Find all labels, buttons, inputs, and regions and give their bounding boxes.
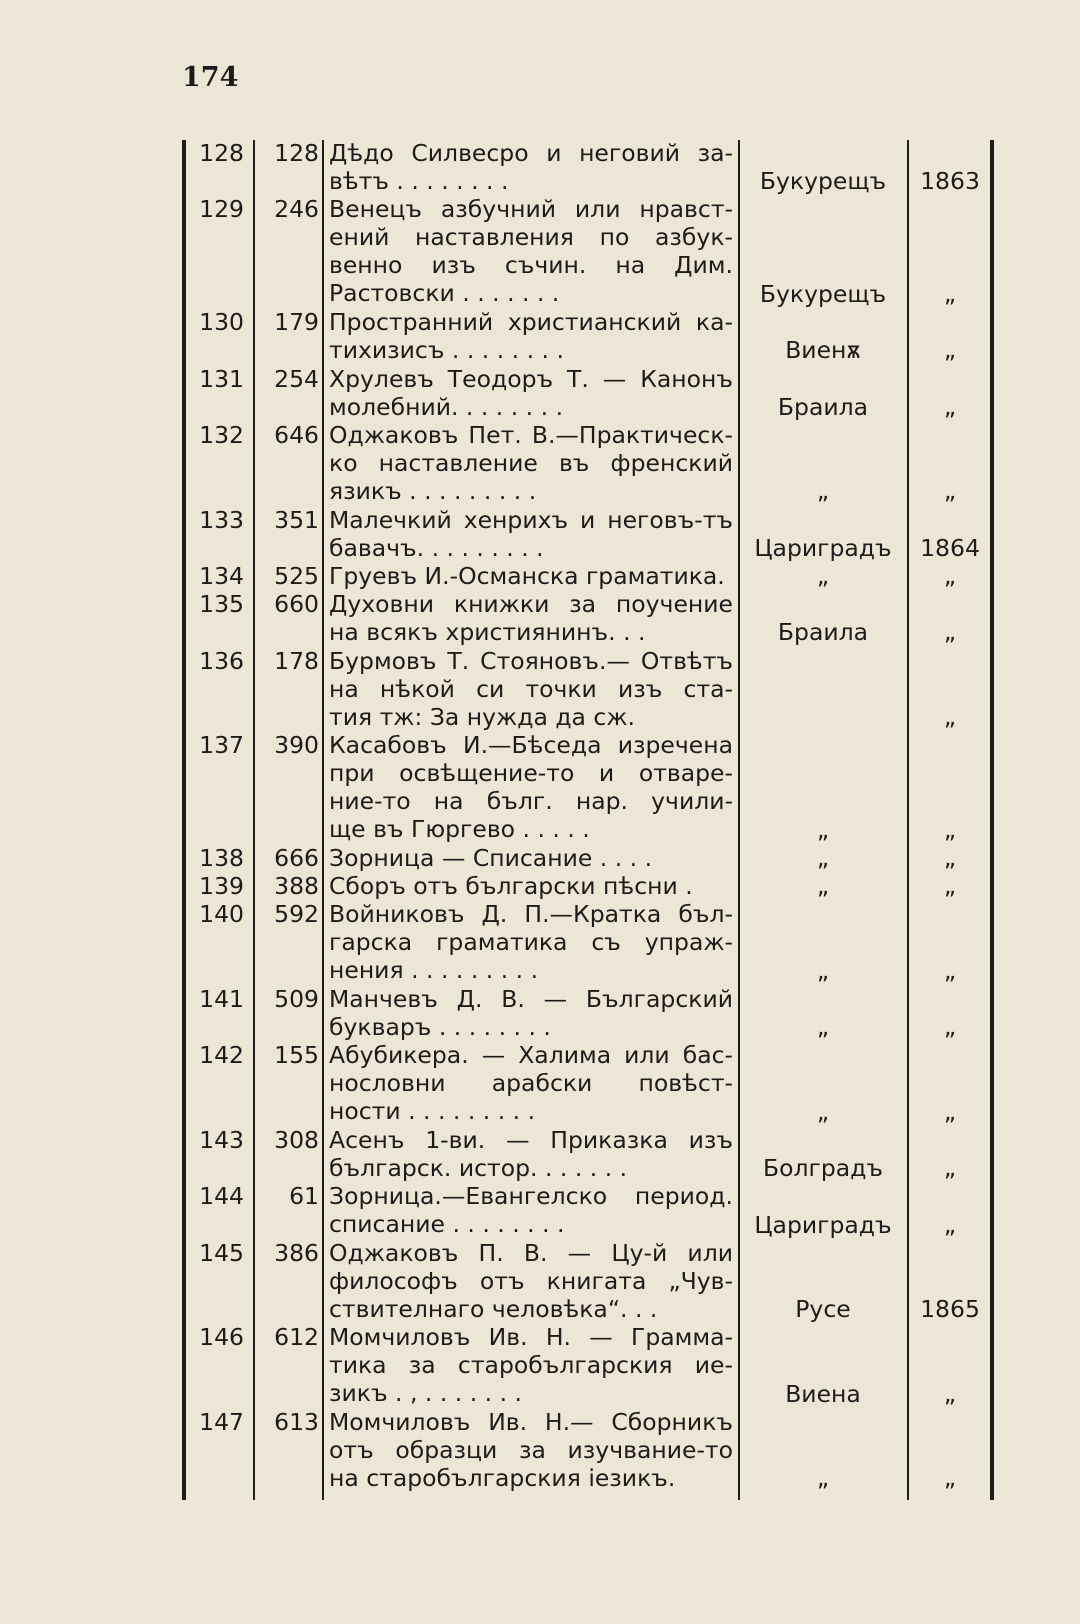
table-row: [0, 1323, 1080, 1408]
entry-number: 129: [199, 195, 244, 224]
title-line: българск. истор. . . . . . .: [329, 1154, 628, 1182]
table-row: [0, 1182, 1080, 1238]
table-row: [0, 506, 1080, 562]
publication-place: „: [816, 956, 830, 985]
title-line: Духовни книжки за поучение: [329, 590, 733, 619]
entry-number: 134: [199, 562, 244, 590]
title-line: тика за старобългарския ие-: [329, 1351, 733, 1380]
entry-number: 130: [199, 308, 244, 337]
entry-title: [329, 1041, 733, 1125]
publication-place: Браила: [777, 392, 869, 421]
publication-year: „: [943, 702, 957, 731]
reference-number: 351: [274, 505, 319, 534]
entry-title: [329, 1182, 733, 1238]
publication-place: Русе: [795, 1295, 851, 1324]
table-row: [0, 872, 1080, 900]
entry-number: 146: [199, 1323, 244, 1352]
title-line: Венецъ азбучний или нравст-: [329, 195, 733, 224]
title-line: Пространний христианский ка-: [329, 308, 733, 337]
table-row: [0, 647, 1080, 732]
publication-year: „: [943, 562, 957, 590]
reference-number: 613: [274, 1408, 319, 1436]
entry-title: [329, 731, 733, 843]
title-line: Оджаковъ Пет. В.—Практическ-: [329, 421, 733, 449]
entry-title: [329, 647, 733, 731]
title-line: Момчиловъ Ив. Н. — Грамма-: [329, 1323, 733, 1352]
publication-year: 1864: [920, 533, 980, 562]
reference-number: 592: [274, 900, 319, 929]
table-row: [0, 365, 1080, 421]
publication-place: „: [816, 815, 830, 844]
reference-number: 386: [274, 1238, 319, 1267]
title-line: Момчиловъ Ив. Н.— Сборникъ: [329, 1408, 733, 1436]
publication-year: „: [943, 872, 957, 901]
publication-place: „: [816, 844, 830, 872]
publication-year: „: [943, 392, 957, 421]
table-row: [0, 562, 1080, 590]
publication-place: Виенѫ: [785, 336, 861, 365]
reference-number: 390: [274, 731, 319, 760]
publication-year: „: [943, 1097, 957, 1126]
title-line: нословни арабски повѣст-: [329, 1069, 733, 1098]
title-line: Малечкий хенрихъ и неговъ-тъ: [329, 505, 733, 534]
title-line: Зорница — Списание . . . .: [329, 844, 653, 872]
title-line: Растовски . . . . . . .: [329, 279, 560, 308]
reference-number: 666: [274, 844, 319, 872]
entry-number: 139: [199, 872, 244, 901]
title-line: Касабовъ И.—Бѣседа изречена: [329, 731, 733, 760]
title-line: гарска граматика съ упраж-: [329, 928, 733, 957]
table-row: [0, 195, 1080, 308]
publication-place: „: [816, 477, 830, 506]
entry-number: 128: [199, 139, 244, 167]
reference-number: 509: [274, 985, 319, 1013]
title-line: тия тж: За нужда да сж.: [329, 702, 635, 731]
publication-place: „: [816, 872, 830, 901]
publication-year: „: [943, 844, 957, 872]
page-number: 174: [182, 62, 239, 93]
entry-title: [329, 844, 733, 872]
entry-number: 135: [199, 590, 244, 619]
table-row: [0, 900, 1080, 985]
publication-place: „: [816, 1013, 830, 1042]
reference-number: 612: [274, 1323, 319, 1352]
entry-title: [329, 365, 733, 421]
reference-number: 254: [274, 364, 319, 393]
entry-title: [329, 308, 733, 364]
table-row: [0, 308, 1080, 364]
entry-number: 131: [199, 364, 244, 393]
title-line: Хрулевъ Теодоръ Т. — Канонъ: [329, 364, 733, 393]
publication-year: „: [943, 618, 957, 647]
publication-place: „: [816, 1097, 830, 1126]
publication-place: Букурещъ: [759, 279, 887, 308]
entry-title: [329, 139, 733, 195]
title-line: Зорница.—Евангелско период.: [329, 1182, 733, 1211]
title-line: при освѣщение-то и отваре-: [329, 759, 733, 788]
table-row: [0, 844, 1080, 872]
title-line: букваръ . . . . . . . .: [329, 1013, 551, 1041]
title-line: философъ отъ книгата „Чув-: [329, 1266, 733, 1295]
title-line: отъ образци за изучвание-то: [329, 1436, 733, 1464]
title-line: на нѣкой си точки изъ ста-: [329, 674, 733, 703]
entry-number: 142: [199, 1041, 244, 1070]
title-line: Бурмовъ Т. Стояновъ.— Отвѣтъ: [329, 646, 733, 675]
title-line: зикъ . , . . . . . . .: [329, 1379, 523, 1408]
table-row: [0, 1041, 1080, 1126]
publication-year: „: [943, 1210, 957, 1239]
table-row: [0, 590, 1080, 646]
publication-year: 1865: [920, 1295, 980, 1324]
publication-year: 1863: [920, 167, 980, 196]
table-row: [0, 1239, 1080, 1324]
title-line: списание . . . . . . . .: [329, 1210, 565, 1239]
title-line: Сборъ отъ български пѣсни .: [329, 872, 693, 901]
title-line: тихизисъ . . . . . . . .: [329, 336, 564, 365]
entry-title: [329, 506, 733, 562]
reference-number: 388: [274, 872, 319, 901]
reference-number: 308: [274, 1126, 319, 1154]
entry-title: [329, 195, 733, 307]
title-line: вѣтъ . . . . . . . .: [329, 167, 509, 195]
publication-place: Цариградъ: [754, 533, 892, 562]
publication-place: Букурещъ: [759, 167, 887, 196]
title-line: венно изъ съчин. на Дим.: [329, 251, 733, 280]
entry-number: 141: [199, 985, 244, 1013]
reference-number: 178: [274, 646, 319, 675]
table-row: [0, 985, 1080, 1041]
reference-number: 246: [274, 195, 319, 224]
entry-number: 133: [199, 505, 244, 534]
title-line: Войниковъ Д. П.—Кратка бъл-: [329, 900, 733, 929]
entry-title: [329, 421, 733, 505]
entry-title: [329, 872, 733, 900]
title-line: нения . . . . . . . . .: [329, 956, 539, 985]
entry-number: 138: [199, 844, 244, 872]
reference-number: 646: [274, 421, 319, 449]
title-line: Манчевъ Д. В. — Българский: [329, 985, 733, 1013]
publication-year: „: [943, 279, 957, 308]
table-row: [0, 1408, 1080, 1493]
entry-number: 143: [199, 1126, 244, 1154]
entry-title: [329, 1408, 733, 1492]
entry-title: [329, 985, 733, 1041]
publication-year: „: [943, 477, 957, 506]
reference-number: 179: [274, 308, 319, 337]
entry-number: 132: [199, 421, 244, 449]
table-row: [0, 421, 1080, 506]
entry-title: [329, 900, 733, 984]
title-line: ние-то на бълг. нар. учили-: [329, 787, 733, 816]
entry-number: 147: [199, 1408, 244, 1436]
entry-number: 136: [199, 646, 244, 675]
reference-number: 128: [274, 139, 319, 167]
publication-place: Болградъ: [762, 1154, 884, 1183]
title-line: Груевъ И.-Османска граматика.: [329, 562, 725, 590]
entry-number: 145: [199, 1238, 244, 1267]
title-line: Оджаковъ П. В. — Цу-й или: [329, 1238, 733, 1267]
entry-number: 144: [199, 1182, 244, 1211]
title-line: язикъ . . . . . . . . .: [329, 477, 537, 505]
publication-year: „: [943, 815, 957, 844]
entry-title: [329, 1323, 733, 1407]
entry-number: 140: [199, 900, 244, 929]
publication-place: Виена: [785, 1379, 861, 1408]
publication-place: Цариградъ: [754, 1210, 892, 1239]
table-row: [0, 731, 1080, 844]
publication-year: „: [943, 1464, 957, 1493]
entry-title: [329, 1126, 733, 1182]
publication-year: „: [943, 1154, 957, 1183]
title-line: на старобългарския іезикъ.: [329, 1464, 676, 1492]
table-row: [0, 139, 1080, 195]
title-line: Дѣдо Силвесро и неговий за-: [329, 139, 733, 167]
publication-year: „: [943, 1013, 957, 1042]
publication-year: „: [943, 1379, 957, 1408]
entry-title: [329, 562, 733, 590]
entry-title: [329, 590, 733, 646]
reference-number: 525: [274, 562, 319, 590]
publication-place: „: [816, 1464, 830, 1493]
publication-place: „: [816, 562, 830, 590]
title-line: ще въ Гюргево . . . . .: [329, 815, 590, 844]
title-line: Асенъ 1-ви. — Приказка изъ: [329, 1126, 733, 1154]
publication-place: Браила: [777, 618, 869, 647]
title-line: ений наставления по азбук-: [329, 223, 733, 252]
title-line: молебний. . . . . . . .: [329, 392, 564, 421]
title-line: Абубикера. — Халима или бас-: [329, 1041, 733, 1070]
title-line: ствителнаго человѣка“. . .: [329, 1294, 658, 1323]
reference-number: 155: [274, 1041, 319, 1070]
entry-title: [329, 1239, 733, 1323]
publication-year: „: [943, 336, 957, 365]
title-line: бавачъ. . . . . . . . .: [329, 533, 544, 562]
title-line: ко наставление въ френский: [329, 449, 733, 477]
reference-number: 660: [274, 590, 319, 619]
table-row: [0, 1126, 1080, 1182]
reference-number: 61: [289, 1182, 319, 1211]
title-line: на всякъ християнинъ. . .: [329, 618, 646, 647]
publication-year: „: [943, 956, 957, 985]
entry-number: 137: [199, 731, 244, 760]
title-line: ности . . . . . . . . .: [329, 1097, 536, 1126]
